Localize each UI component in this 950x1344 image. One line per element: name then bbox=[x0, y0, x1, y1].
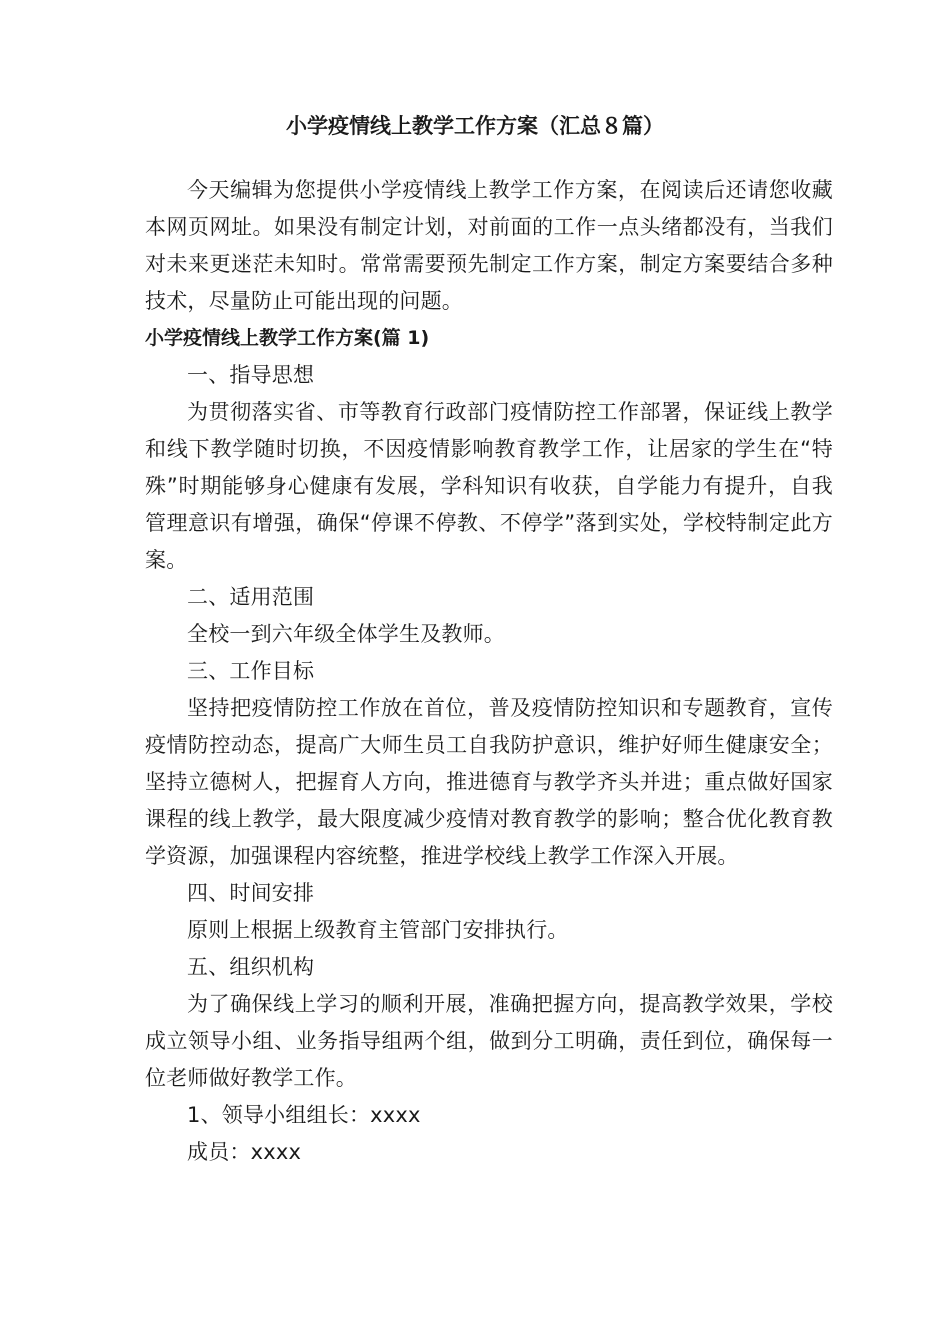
document-title: 小学疫情线上教学工作方案（汇总８篇） bbox=[286, 114, 664, 138]
section-heading: 小学疫情线上教学工作方案(篇 1) bbox=[145, 327, 430, 349]
heading-schedule: 四、时间安排 bbox=[187, 881, 315, 905]
leader-line: 1、领导小组组长：xxxx bbox=[187, 1103, 421, 1127]
paragraph-organization: 为了确保线上学习的顺利开展，准确把握方向，提高教学效果，学校成立领导小组、业务指导组两个组，做到分工明确，责任到位，确保每一位老师做好教学工作。 bbox=[145, 992, 833, 1090]
intro-paragraph: 今天编辑为您提供小学疫情线上教学工作方案，在阅读后还请您收藏本网页网址。如果没有制定计划，对前面的工作一点头绪都没有，当我们对未来更迷茫未知时。常常需要预先制定工作方案，制定方案要结合多种技术，尽量防止可能出现的问题。 bbox=[145, 178, 833, 313]
paragraph-goals: 坚持把疫情防控工作放在首位，普及疫情防控知识和专题教育，宣传疫情防控动态，提高广大师生员工自我防护意识，维护好师生健康安全；坚持立德树人，把握育人方向，推进德育与教学齐头并进；重点做好国家课程的线上教学，最大限度减少疫情对教育教学的影响；整合优化教育教学资源，加强课程内容统整，推进学校线上教学工作深入开展。 bbox=[145, 696, 833, 868]
heading-guiding-ideology: 一、指导思想 bbox=[187, 363, 315, 387]
paragraph-schedule: 原则上根据上级教育主管部门安排执行。 bbox=[187, 918, 569, 942]
members-line: 成员：xxxx bbox=[187, 1140, 302, 1164]
heading-organization: 五、组织机构 bbox=[187, 955, 315, 979]
heading-scope: 二、适用范围 bbox=[187, 585, 315, 609]
paragraph-guiding-ideology: 为贯彻落实省、市等教育行政部门疫情防控工作部署，保证线上教学和线下教学随时切换，不因疫情影响教育教学工作，让居家的学生在“特殊”时期能够身心健康有发展，学科知识有收获，自学能力有提升，自我管理意识有增强，确保“停课不停教、不停学”落到实处，学校特制定此方案。 bbox=[145, 400, 833, 572]
paragraph-scope: 全校一到六年级全体学生及教师。 bbox=[187, 622, 505, 646]
document-body bbox=[145, 172, 833, 1171]
heading-goals: 三、工作目标 bbox=[187, 659, 315, 683]
